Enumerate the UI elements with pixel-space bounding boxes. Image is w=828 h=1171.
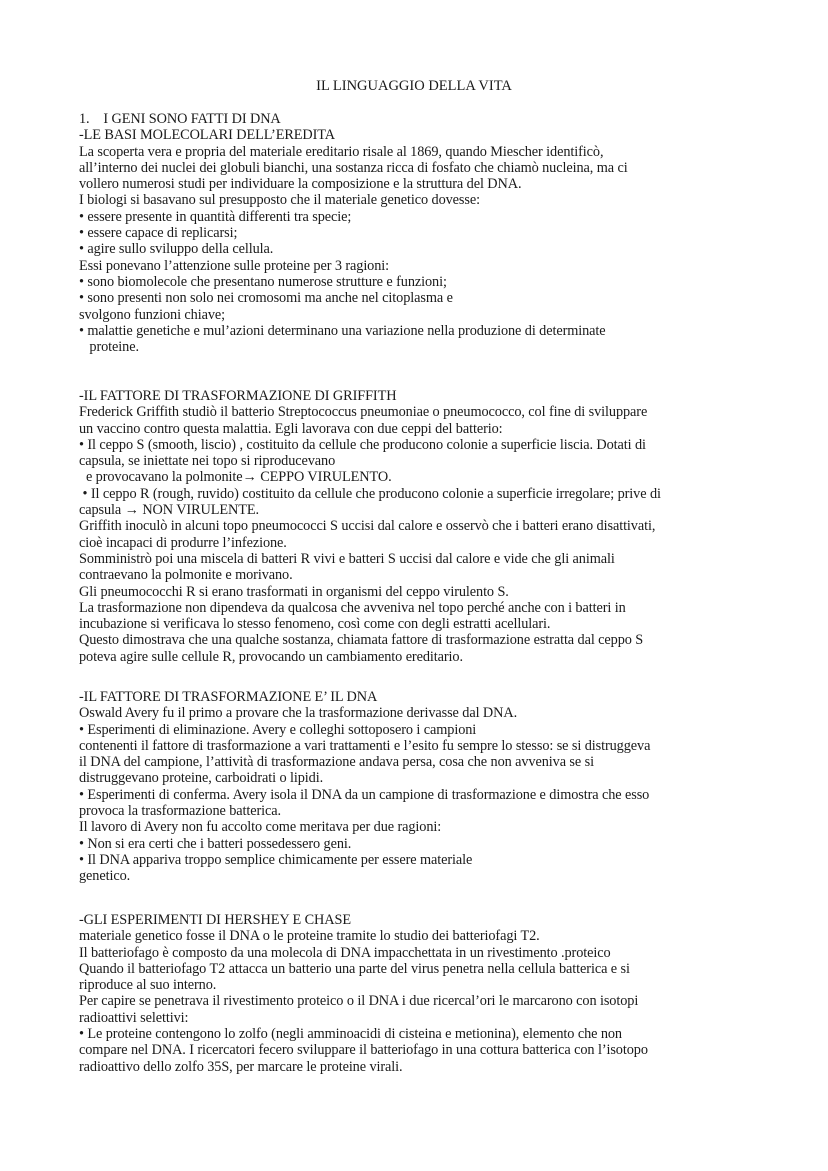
- document-title: IL LINGUAGGIO DELLA VITA: [316, 78, 512, 94]
- text-line: radioattivo dello zolfo 35S, per marcare le proteine virali.: [79, 1058, 403, 1075]
- text-line: Gli pneumococchi R si erano trasformati in organismi del ceppo virulento S.: [79, 583, 509, 600]
- text-line: • essere capace di replicarsi;: [79, 225, 238, 242]
- section-heading: -IL FATTORE DI TRASFORMAZIONE E’ IL DNA: [79, 689, 378, 705]
- text-line: • sono biomolecole che presentano numerose strutture e funzioni;: [79, 273, 447, 290]
- text-line: Per capire se penetrava il rivestimento proteico o il DNA i due ricercal’ori le marcarono con isotopi: [79, 993, 639, 1010]
- text-line: capsula → NON VIRULENTE.: [79, 502, 259, 519]
- text-line: La trasformazione non dipendeva da qualcosa che avveniva nel topo perché anche con i batteri in: [79, 599, 626, 616]
- text-line: La scoperta vera e propria del materiale ereditario risale al 1869, quando Miescher identificò,: [79, 143, 604, 160]
- text-line: svolgono funzioni chiave;: [79, 306, 225, 323]
- text-line: incubazione si verificava lo stesso fenomeno, così come con degli estratti acellulari.: [79, 616, 551, 633]
- text-line: cioè incapaci di produrre l’infezione.: [79, 534, 287, 551]
- text-line: Oswald Avery fu il primo a provare che la trasformazione derivasse dal DNA.: [79, 705, 518, 722]
- text-line: • Il DNA appariva troppo semplice chimicamente per essere materiale: [79, 851, 473, 868]
- text-line: • agire sullo sviluppo della cellula.: [79, 241, 274, 258]
- text-line: genetico.: [79, 868, 131, 885]
- section-hershey-chase: [79, 912, 779, 1075]
- text-line: vollero numerosi studi per individuare la composizione e la struttura del DNA.: [79, 176, 522, 193]
- text-line: • essere presente in quantità differenti tra specie;: [79, 208, 352, 225]
- text-line: Il lavoro di Avery non fu accolto come meritava per due ragioni:: [79, 819, 442, 836]
- text-line: • malattie genetiche e mul’azioni determinano una variazione nella produzione di determinate: [79, 322, 606, 339]
- text-line: • Esperimenti di eliminazione. Avery e colleghi sottoposero i campioni: [79, 721, 477, 738]
- section-griffith: [79, 388, 779, 665]
- text-line: proteine.: [79, 339, 139, 356]
- text-line: provoca la trasformazione batterica.: [79, 803, 282, 820]
- text-line: Somministrò poi una miscela di batteri R vivi e batteri S uccisi dal calore e vide che gli animali: [79, 550, 615, 567]
- text-line: il DNA del campione, l’attività di trasformazione andava persa, cosa che non avveniva se si: [79, 754, 594, 771]
- text-line: all’interno dei nuclei dei globuli bianchi, una sostanza ricca di fosfato che chiamò nucleina, ma ci: [79, 159, 628, 176]
- text-line: • Esperimenti di conferma. Avery isola il DNA da un campione di trasformazione e dimostra che esso: [79, 786, 650, 803]
- text-line: -LE BASI MOLECOLARI DELL’EREDITA: [79, 127, 336, 144]
- section-avery-dna: [79, 689, 779, 885]
- text-line: • Il ceppo R (rough, ruvido) costituito da cellule che producono colonie a superficie irregolare; prive di: [79, 485, 661, 502]
- section-geni-dna: [79, 111, 779, 355]
- text-line: Il batteriofago è composto da una molecola di DNA impacchettata in un rivestimento .proteico: [79, 944, 611, 961]
- text-line: contenenti il fattore di trasformazione a vari trattamenti e l’esito fu sempre lo stesso: se si distruggeva: [79, 737, 651, 754]
- text-line: Quando il batteriofago T2 attacca un batterio una parte del virus penetra nella cellula batterica e si: [79, 960, 630, 977]
- text-line: • Non si era certi che i batteri possedessero geni.: [79, 835, 352, 852]
- section-heading: 1. I GENI SONO FATTI DI DNA: [79, 111, 281, 127]
- text-line: • Le proteine contengono lo zolfo (negli amminoacidi di cisteina e metionina), elemento che non: [79, 1026, 622, 1043]
- text-line: un vaccino contro questa malattia. Egli lavorava con due ceppi del batterio:: [79, 420, 503, 437]
- text-line: radioattivi selettivi:: [79, 1009, 189, 1026]
- text-line: poteva agire sulle cellule R, provocando un cambiamento ereditario.: [79, 648, 463, 665]
- text-line: Frederick Griffith studiò il batterio Streptococcus pneumoniae o pneumococco, col fine di sviluppare: [79, 404, 648, 421]
- text-line: e provocavano la polmonite→ CEPPO VIRULENTO.: [79, 469, 392, 486]
- text-line: riproduce al suo interno.: [79, 977, 217, 994]
- text-line: compare nel DNA. I ricercatori fecero sviluppare il batteriofago in una cottura batterica con l’isotopo: [79, 1042, 648, 1059]
- text-line: contraevano la polmonite e morivano.: [79, 567, 293, 584]
- text-line: Griffith inoculò in alcuni topo pneumococci S uccisi dal calore e osservò che i batteri erano disattivati,: [79, 518, 656, 535]
- text-line: • sono presenti non solo nei cromosomi ma anche nel citoplasma e: [79, 290, 453, 307]
- text-line: materiale genetico fosse il DNA o le proteine tramite lo studio dei batteriofagi T2.: [79, 928, 540, 945]
- text-line: Essi ponevano l’attenzione sulle proteine per 3 ragioni:: [79, 257, 390, 274]
- section-heading: -IL FATTORE DI TRASFORMAZIONE DI GRIFFITH: [79, 388, 397, 404]
- text-line: distruggevano proteine, carboidrati o lipidi.: [79, 770, 324, 787]
- text-line: • Il ceppo S (smooth, liscio) , costituito da cellule che producono colonie a superficie liscia. Dotati di: [79, 436, 646, 453]
- text-line: Questo dimostrava che una qualche sostanza, chiamata fattore di trasformazione estratta dal ceppo S: [79, 632, 644, 649]
- section-heading: -GLI ESPERIMENTI DI HERSHEY E CHASE: [79, 912, 351, 928]
- text-line: I biologi si basavano sul presupposto che il materiale genetico dovesse:: [79, 192, 480, 209]
- text-line: capsula, se iniettate nei topo si riproducevano: [79, 453, 336, 470]
